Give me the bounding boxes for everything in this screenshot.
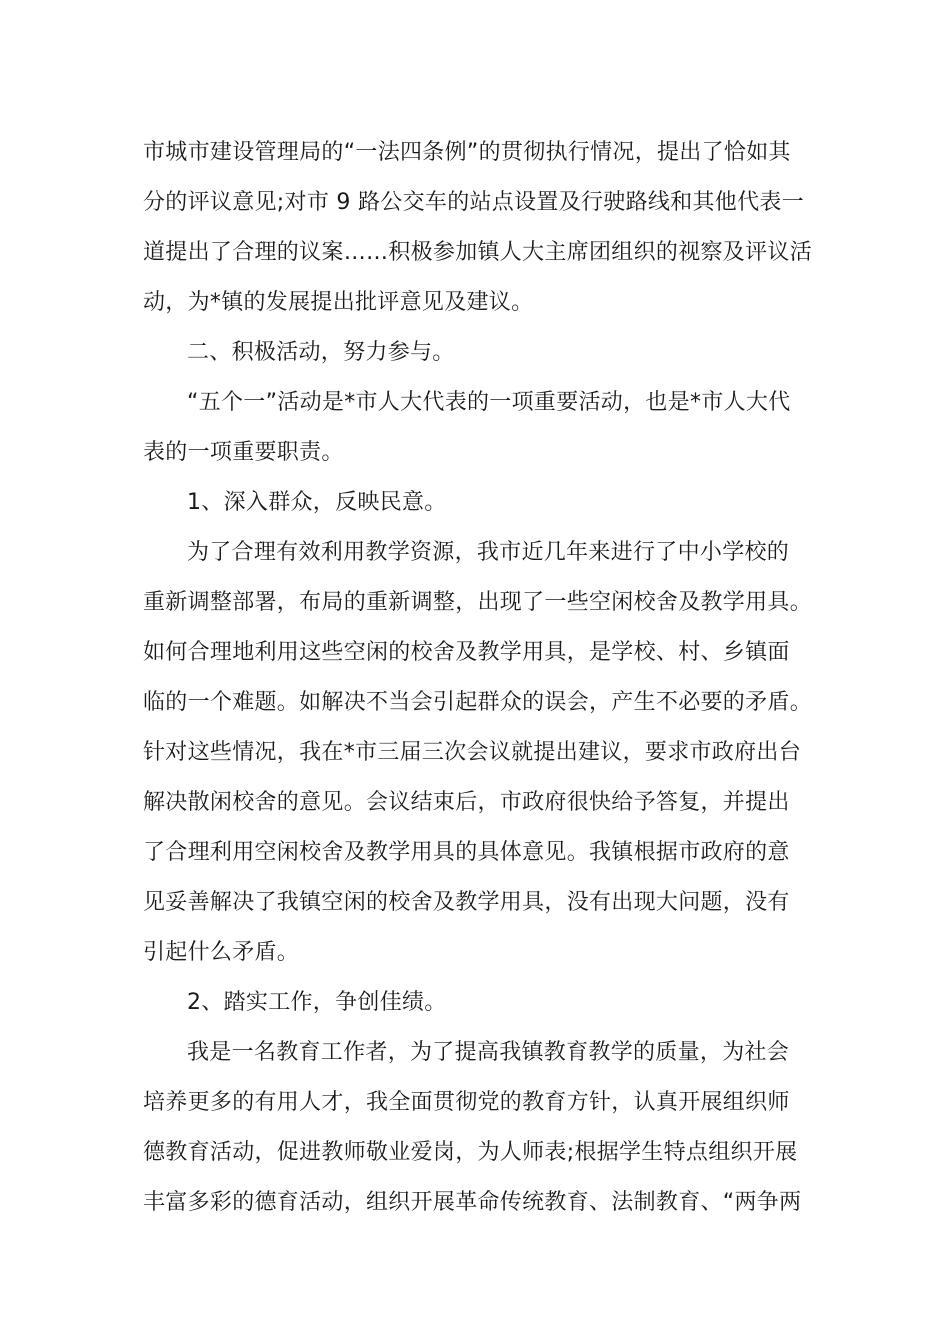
subsection-heading: 1、深入群众，反映民意。	[187, 490, 447, 515]
text-line: 道提出了合理的议案……积极参加镇人大主席团组织的视察及评议活	[143, 240, 813, 265]
text-line: 针对这些情况，我在*市三届三次会议就提出建议，要求市政府出台	[143, 740, 802, 765]
text-line: 我是一名教育工作者，为了提高我镇教育教学的质量，为社会	[187, 1040, 790, 1065]
section-heading: 二、积极活动，努力参与。	[187, 340, 455, 365]
text-line: 表的一项重要职责。	[143, 440, 344, 465]
document-body	[143, 128, 813, 1228]
text-line: “五个一”活动是*市人大代表的一项重要活动，也是*市人大代	[187, 390, 791, 415]
text-line: 解决散闲校舍的意见。会议结束后，市政府很快给予答复，并提出	[143, 790, 790, 815]
text-line: 分的评议意见;对市 9 路公交车的站点设置及行驶路线和其他代表一	[143, 190, 804, 215]
text-line: 丰富多彩的德育活动，组织开展革命传统教育、法制教育、“两争两	[143, 1190, 802, 1215]
text-line: 临的一个难题。如解决不当会引起群众的误会，产生不必要的矛盾。	[143, 690, 813, 715]
text-line: 了合理利用空闲校舍及教学用具的具体意见。我镇根据市政府的意	[143, 840, 790, 865]
text-line: 市城市建设管理局的“一法四条例”的贯彻执行情况，提出了恰如其	[143, 140, 791, 165]
text-line: 见妥善解决了我镇空闲的校舍及教学用具，没有出现大问题，没有	[143, 890, 790, 915]
text-line: 为了合理有效利用教学资源，我市近几年来进行了中小学校的	[187, 540, 790, 565]
text-line: 引起什么矛盾。	[143, 940, 300, 965]
subsection-heading: 2、踏实工作，争创佳绩。	[187, 990, 447, 1015]
text-line: 德教育活动，促进教师敬业爱岗，为人师表;根据学生特点组织开展	[143, 1140, 798, 1165]
text-line: 动，为*镇的发展提出批评意见及建议。	[143, 290, 534, 315]
text-line: 如何合理地利用这些空闲的校舍及教学用具，是学校、村、乡镇面	[143, 640, 790, 665]
text-line: 重新调整部署，布局的重新调整，出现了一些空闲校舍及教学用具。	[143, 590, 813, 615]
text-line: 培养更多的有用人才，我全面贯彻党的教育方针，认真开展组织师	[143, 1090, 790, 1115]
